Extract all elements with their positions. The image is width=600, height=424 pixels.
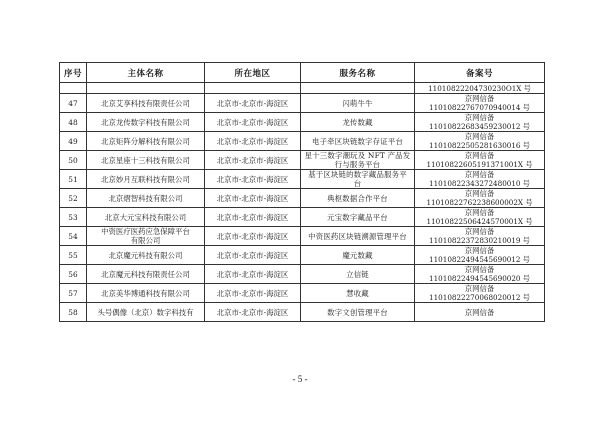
entity-name-line: 北京艾享科技有限责任公司 <box>101 98 190 108</box>
cell-filing-number <box>415 113 545 132</box>
cell-entity-name <box>87 227 205 246</box>
cell-index: 50 <box>60 151 87 170</box>
cell-empty <box>205 83 301 94</box>
entity-name-line: 北京妙月互联科技有限公司 <box>101 174 190 184</box>
entity-name-line: 北京大元宝科技有限公司 <box>104 212 187 222</box>
table-row <box>60 303 545 322</box>
filing-code: 11010822762238600002X 号 <box>426 198 533 207</box>
cell-service-name <box>301 170 415 189</box>
service-name-line: 魔元数藏 <box>342 250 373 260</box>
cell-region: 北京市-北京市-海淀区 <box>205 246 301 265</box>
table-row <box>60 246 545 265</box>
filing-label: 京网信备 <box>464 208 495 217</box>
table-row-partial <box>60 83 545 94</box>
cell-region: 北京市-北京市-海淀区 <box>205 208 301 227</box>
cell-empty <box>301 83 415 94</box>
cell-filing-number <box>415 189 545 208</box>
cell-service-name <box>301 265 415 284</box>
cell-index: 56 <box>60 265 87 284</box>
cell-service-name <box>301 113 415 132</box>
cell-region: 北京市-北京市-海淀区 <box>205 265 301 284</box>
service-name-line: 星十三数字潮玩及 NFT 产品发 <box>304 151 411 160</box>
header-region: 所在地区 <box>205 63 301 83</box>
table-row <box>60 113 545 132</box>
cell-entity-name <box>87 132 205 151</box>
cell-entity-name <box>87 189 205 208</box>
page-number: - 5 - <box>292 374 308 384</box>
cell-empty <box>87 83 205 94</box>
cell-entity-name <box>87 113 205 132</box>
entity-name-line: 北京星座十三科技有限公司 <box>101 155 190 165</box>
entity-name-line: 北京美华博通科技有限公司 <box>101 288 190 298</box>
cell-entity-name <box>87 170 205 189</box>
header-service-name: 服务名称 <box>301 63 415 83</box>
cell-service-name <box>301 94 415 113</box>
cell-region: 北京市-北京市-海淀区 <box>205 113 301 132</box>
entity-name-line: 有限公司 <box>130 236 161 245</box>
filing-label: 京网信备 <box>464 246 495 255</box>
cell-filing-number <box>415 284 545 303</box>
entity-name-line: 北京魔元科技有限公司 <box>108 250 183 260</box>
filing-label: 京网信备 <box>464 170 495 179</box>
cell-service-name <box>301 151 415 170</box>
filing-code: 11010822494545690020 号 <box>429 274 530 283</box>
cell-service-name <box>301 208 415 227</box>
service-name-line: 元宝数字藏品平台 <box>327 212 388 222</box>
cell-entity-name <box>87 151 205 170</box>
cell-filing-number <box>415 265 545 284</box>
cell-service-name <box>301 227 415 246</box>
filing-code: 11010822505281630016 号 <box>429 141 530 150</box>
filing-code: 11010822767070940014 号 <box>429 103 530 112</box>
table-row <box>60 170 545 189</box>
cell-region: 北京市-北京市-海淀区 <box>205 94 301 113</box>
cell-filing-partial <box>415 83 545 94</box>
table-row <box>60 208 545 227</box>
service-name-line: 立信链 <box>346 269 369 279</box>
cell-index: 58 <box>60 303 87 322</box>
filing-code: 11010822683459230012 号 <box>429 122 530 131</box>
entity-name-line: 头号偶像（北京）数字科技有 <box>97 307 194 317</box>
filing-label: 京网信备 <box>464 151 495 160</box>
cell-index: 53 <box>60 208 87 227</box>
filing-code: 11010822494545690012 号 <box>429 255 530 264</box>
cell-region: 北京市-北京市-海淀区 <box>205 170 301 189</box>
filing-code: 11010822605191371001X 号 <box>426 160 533 169</box>
service-name-line: 龙传数藏 <box>342 117 373 127</box>
cell-region: 北京市-北京市-海淀区 <box>205 189 301 208</box>
filing-label: 京网信备 <box>464 189 495 198</box>
filing-label: 京网信备 <box>464 265 495 274</box>
service-name-line: 电子牵区块链数字存证平台 <box>311 136 404 146</box>
cell-index: 52 <box>60 189 87 208</box>
cell-entity-name <box>87 265 205 284</box>
header-filing-number: 备案号 <box>415 63 545 83</box>
cell-filing-number <box>415 227 545 246</box>
service-name-line: 数字文创管理平台 <box>327 307 388 317</box>
filing-label: 京网信备 <box>464 94 495 103</box>
service-name-line: 行与服务平台 <box>334 160 381 169</box>
cell-entity-name <box>87 208 205 227</box>
cell-entity-name <box>87 246 205 265</box>
cell-filing-number <box>415 246 545 265</box>
table-row <box>60 132 545 151</box>
cell-index: 47 <box>60 94 87 113</box>
cell-index: 51 <box>60 170 87 189</box>
cell-region: 北京市-北京市-海淀区 <box>205 227 301 246</box>
filing-code: 11010822372830210019 号 <box>429 236 530 245</box>
table-row <box>60 189 545 208</box>
header-index: 序号 <box>60 63 87 83</box>
service-name-line: 台 <box>353 179 362 188</box>
table-row <box>60 265 545 284</box>
filing-label: 京网信备 <box>464 284 495 293</box>
cell-index: 49 <box>60 132 87 151</box>
cell-service-name <box>301 246 415 265</box>
cell-filing-number <box>415 151 545 170</box>
cell-filing-number <box>415 303 545 322</box>
table-row <box>60 94 545 113</box>
registry-table <box>59 62 545 322</box>
filing-code: 11010822506424570001X 号 <box>426 217 533 226</box>
filing-label: 京网信备 <box>464 227 495 236</box>
entity-name-line: 北京熠智科技有限公司 <box>108 193 183 203</box>
table-row <box>60 151 545 170</box>
cell-region: 北京市-北京市-海淀区 <box>205 151 301 170</box>
filing-label: 京网信备 <box>464 307 495 317</box>
cell-entity-name <box>87 284 205 303</box>
cell-index: 48 <box>60 113 87 132</box>
filing-code: 11010822204730230O1X 号 <box>428 83 531 93</box>
entity-name-line: 北京龙传数字科技有限公司 <box>101 117 190 127</box>
filing-code: 11010822270068020012 号 <box>429 293 530 302</box>
cell-region: 北京市-北京市-海淀区 <box>205 284 301 303</box>
table-row <box>60 284 545 303</box>
cell-filing-number <box>415 208 545 227</box>
filing-code: 11010822343272480010 号 <box>429 179 530 188</box>
cell-index: 55 <box>60 246 87 265</box>
table-header-row <box>60 63 545 83</box>
entity-name-line: 北京矩阵分解科技有限公司 <box>101 136 190 146</box>
cell-index: 57 <box>60 284 87 303</box>
service-name-line: 慧收藏 <box>346 288 369 298</box>
cell-empty <box>60 83 87 94</box>
cell-index: 54 <box>60 227 87 246</box>
cell-entity-name <box>87 303 205 322</box>
entity-name-line: 北京魔元科技有限责任公司 <box>101 269 190 279</box>
service-name-line: 典枢数据合作平台 <box>327 193 388 203</box>
header-entity-name: 主体名称 <box>87 63 205 83</box>
cell-filing-number <box>415 94 545 113</box>
service-name-line: 基于区块链的数字藏品服务平 <box>308 170 407 179</box>
table-row <box>60 227 545 246</box>
cell-filing-number <box>415 170 545 189</box>
filing-label: 京网信备 <box>464 113 495 122</box>
service-name-line: 中资医药区块链溯源管理平台 <box>308 231 407 241</box>
filing-label: 京网信备 <box>464 132 495 141</box>
entity-name-line: 中资医疗医药应急保障平台 <box>101 227 190 236</box>
cell-service-name <box>301 132 415 151</box>
cell-filing-number <box>415 132 545 151</box>
service-name-line: 闪萌牛牛 <box>342 98 373 108</box>
cell-region: 北京市-北京市-海淀区 <box>205 132 301 151</box>
cell-service-name <box>301 284 415 303</box>
cell-service-name <box>301 189 415 208</box>
cell-region: 北京市-北京市-海淀区 <box>205 303 301 322</box>
cell-service-name <box>301 303 415 322</box>
cell-entity-name <box>87 94 205 113</box>
